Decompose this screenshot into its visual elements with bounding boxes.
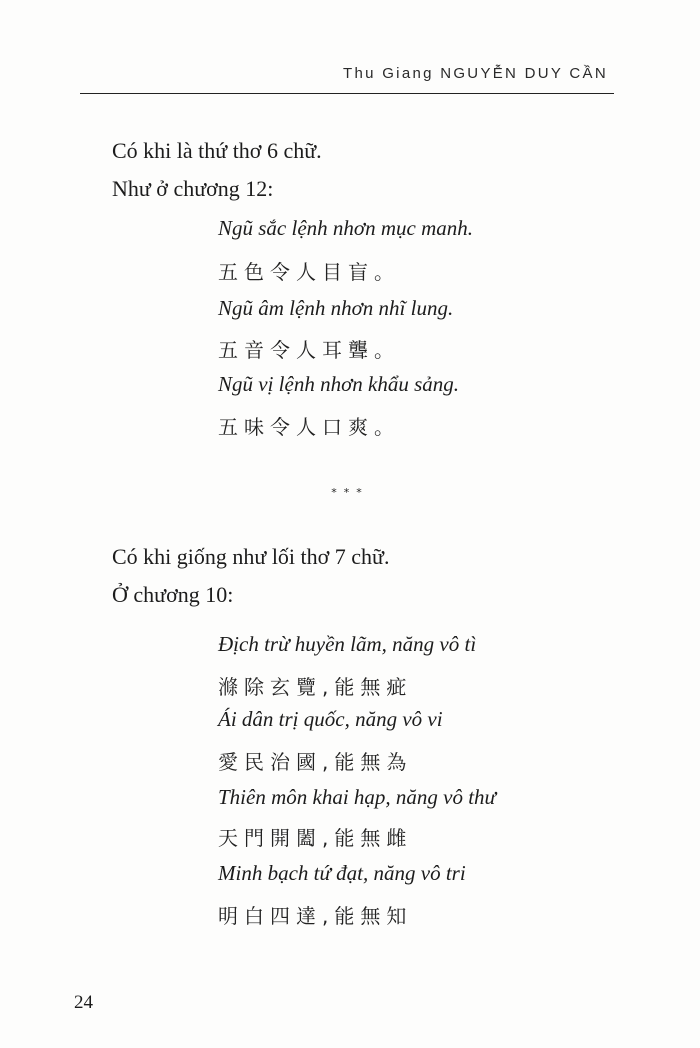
verse-chinese: 明白四達,能無知 xyxy=(218,904,413,928)
section1-intro-line1: Có khi là thứ thơ 6 chữ. xyxy=(112,138,322,163)
verse-vietnamese: Ngũ âm lệnh nhơn nhĩ lung. xyxy=(218,296,454,320)
verse-chinese: 滌除玄覽,能無疵 xyxy=(218,675,413,699)
verse-vietnamese: Ngũ sắc lệnh nhơn mục manh. xyxy=(218,216,474,240)
section1-intro-line2: Như ở chương 12: xyxy=(112,176,274,201)
section2-intro-line2: Ở chương 10: xyxy=(112,582,234,607)
header-title: Thu Giang NGUYỄN DUY CẦN xyxy=(343,65,608,82)
verse-chinese: 天門開闔,能無雌 xyxy=(218,826,413,850)
verse-chinese: 五色令人目盲。 xyxy=(218,260,400,284)
verse-chinese: 五味令人口爽。 xyxy=(218,415,400,439)
verse-vietnamese: Địch trừ huyền lãm, năng vô tì xyxy=(218,632,477,656)
verse-vietnamese: Ngũ vị lệnh nhơn khẩu sảng. xyxy=(218,372,460,396)
page-number: 24 xyxy=(74,992,93,1013)
section2-intro-line1: Có khi giống như lối thơ 7 chữ. xyxy=(112,544,390,569)
verse-vietnamese: Minh bạch tứ đạt, năng vô tri xyxy=(218,861,466,885)
verse-chinese: 愛民治國,能無為 xyxy=(218,750,413,774)
verse-chinese: 五音令人耳聾。 xyxy=(218,338,400,362)
section-separator: *** xyxy=(331,486,369,499)
verse-vietnamese: Thiên môn khai hạp, năng vô thư xyxy=(218,785,497,809)
verse-vietnamese: Ái dân trị quốc, năng vô vi xyxy=(218,707,443,731)
